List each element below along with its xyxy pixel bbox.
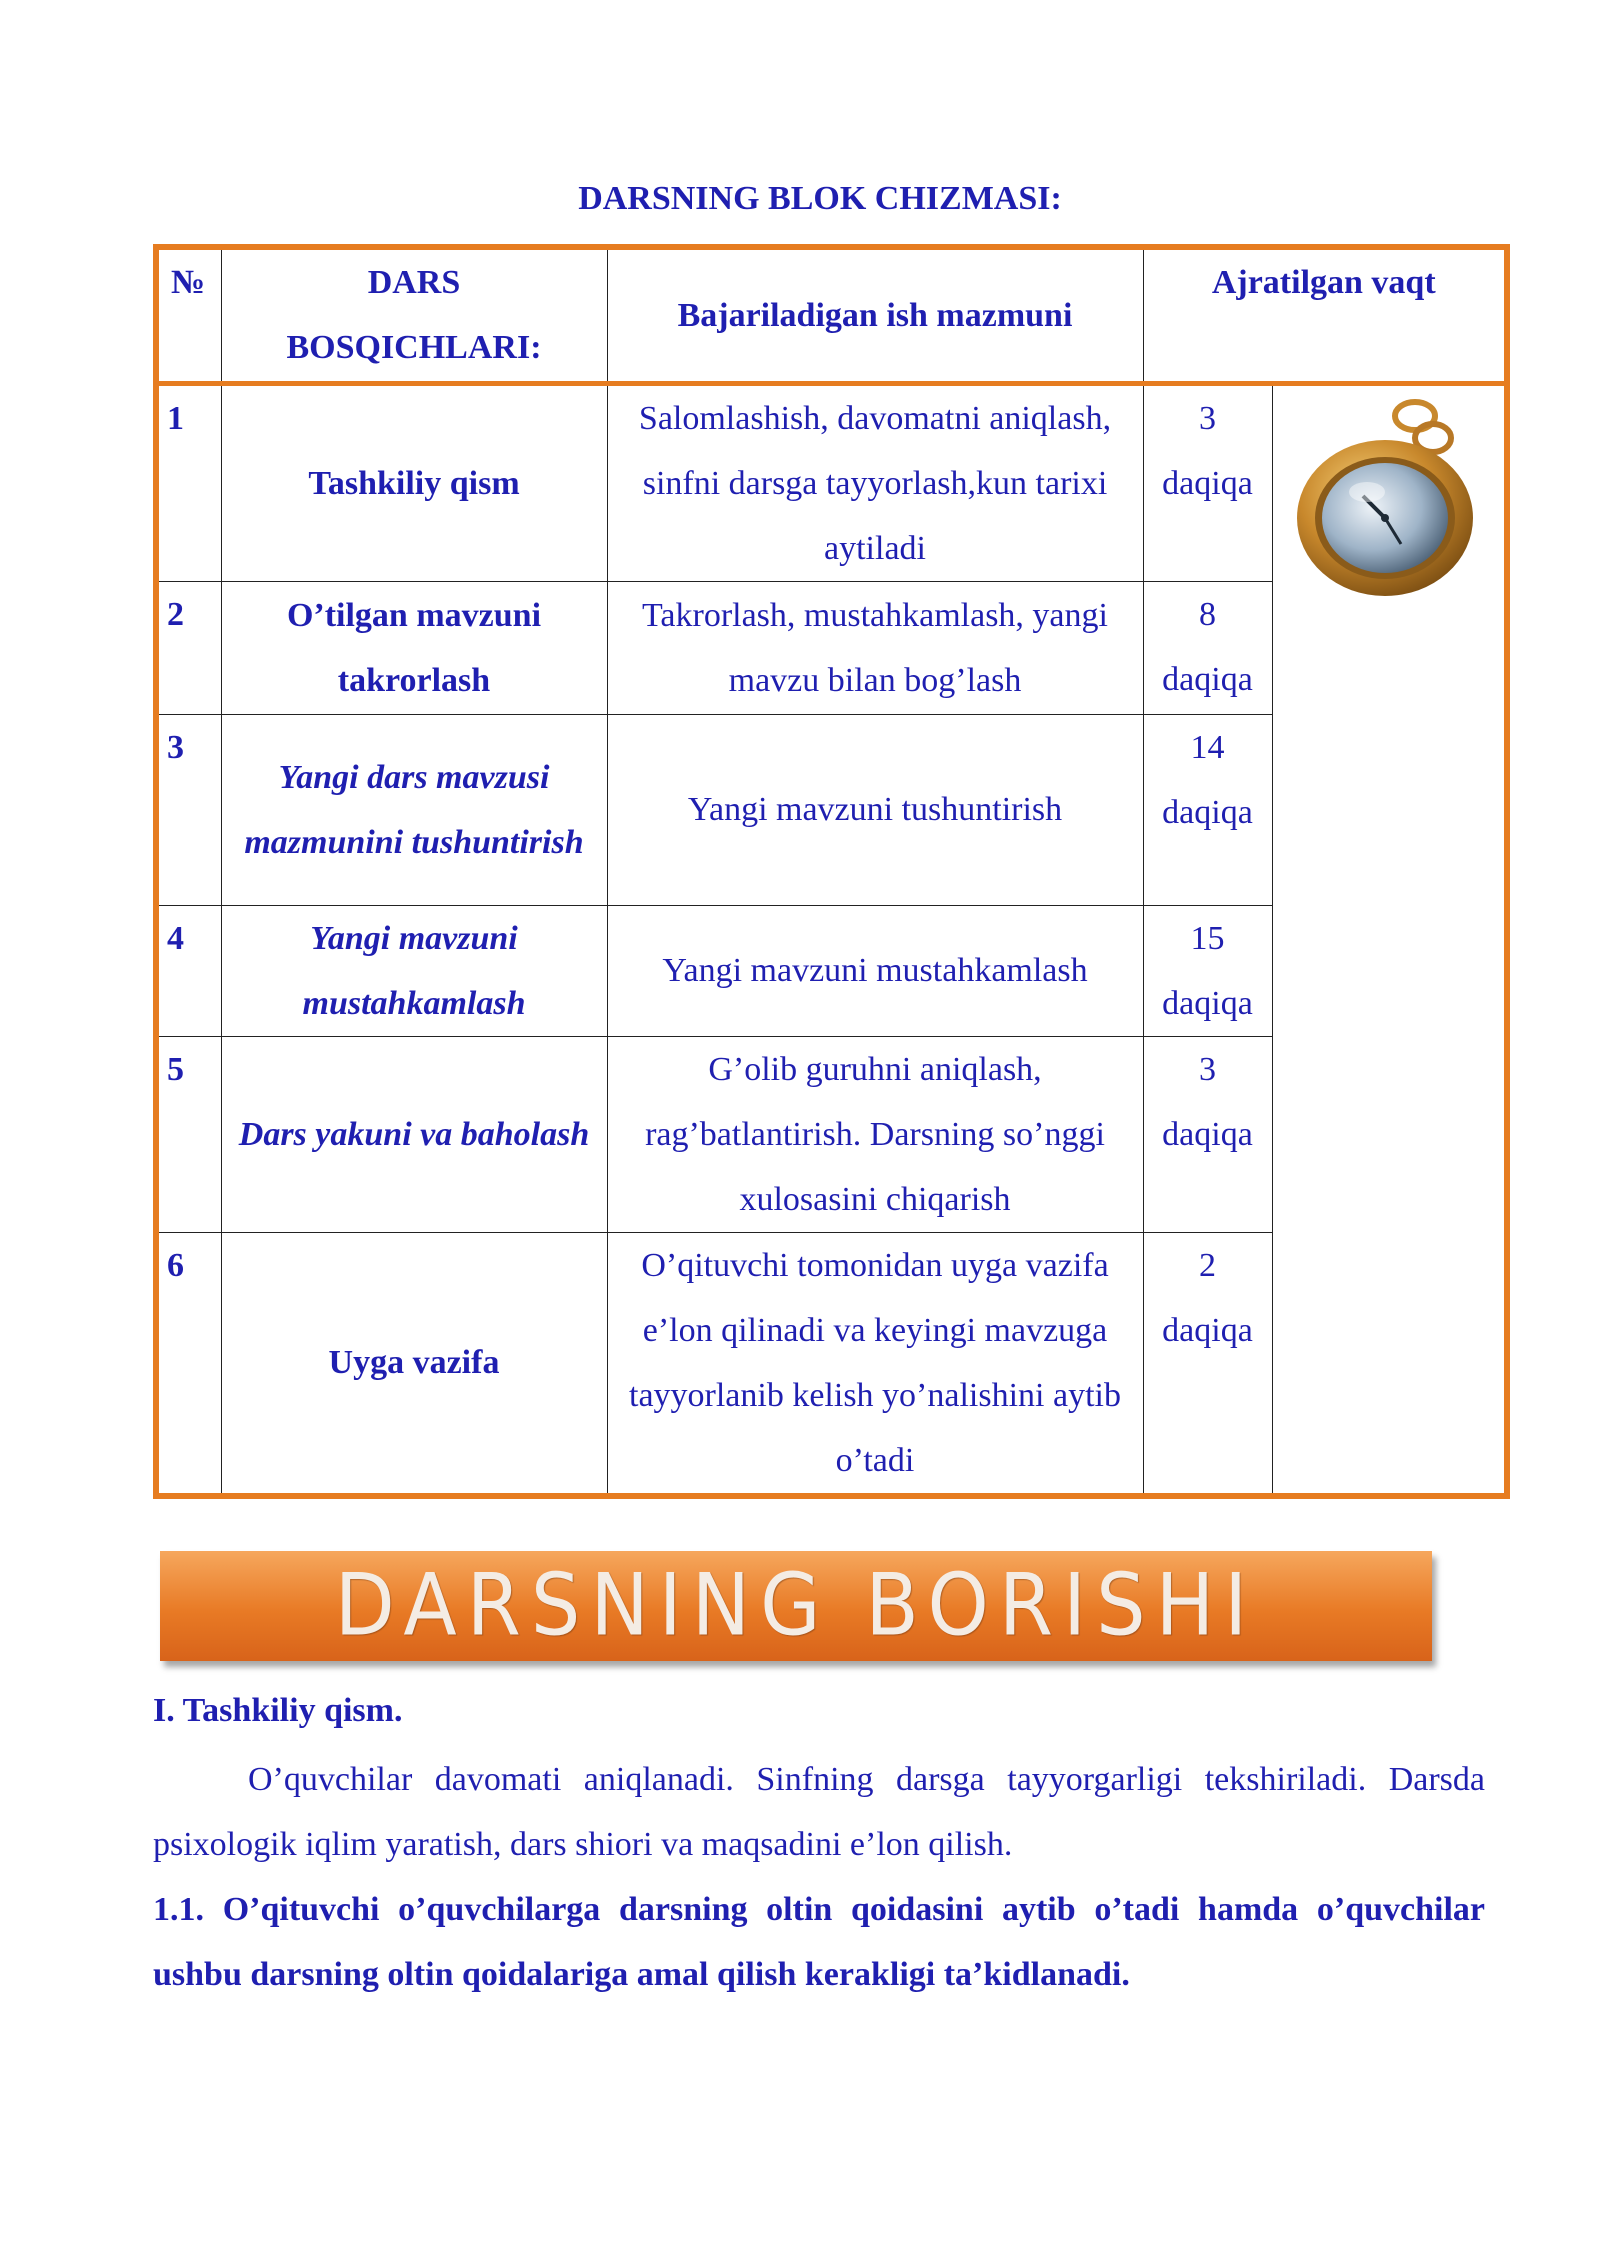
row-content: Yangi mavzuni mustahkamlash (607, 905, 1143, 1036)
section-heading: I. Tashkiliy qism. (153, 1692, 403, 1729)
row-content: O’qituvchi tomonidan uyga vazifa e’lon qilinadi va keyingi mavzuga tayyorlanib kelish yo’nalishini aytib o’tadi (607, 1232, 1143, 1496)
header-no: № (156, 247, 221, 383)
row-content: Takrorlash, mustahkamlash, yangi mavzu bilan bog’lash (607, 581, 1143, 714)
time-unit: daqiqa (1162, 984, 1253, 1022)
row-content: Salomlashish, davomatni aniqlash, sinfni darsga tayyorlash,kun tarixi aytiladi (607, 383, 1143, 581)
row-stage: Uyga vazifa (221, 1232, 607, 1496)
page-title: DARSNING BLOK CHIZMASI: (578, 180, 1062, 217)
time-value: 14 (1190, 728, 1225, 766)
time-unit: daqiqa (1162, 793, 1253, 831)
row-stage: Yangi dars mavzusi mazmunini tushuntirish (221, 714, 607, 905)
time-unit: daqiqa (1162, 1115, 1253, 1153)
row-no: 1 (156, 383, 221, 581)
row-time (1143, 1232, 1272, 1496)
header-stage-line2: BOSQICHLARI: (286, 329, 542, 366)
banner-text: DARSNING BORISHI (334, 1556, 1258, 1656)
row-stage: O’tilgan mavzuni takrorlash (221, 581, 607, 714)
row-no: 4 (156, 905, 221, 1036)
header-time: Ajratilgan vaqt (1143, 247, 1507, 383)
row-stage: Tashkiliy qism (221, 383, 607, 581)
time-value: 3 (1199, 399, 1216, 437)
row-time (1143, 383, 1272, 581)
header-content: Bajariladigan ish mazmuni (607, 247, 1143, 383)
row-content: Yangi mavzuni tushuntirish (607, 714, 1143, 905)
row-time (1143, 905, 1272, 1036)
time-value: 8 (1199, 595, 1216, 633)
time-unit: daqiqa (1162, 464, 1253, 502)
row-time (1143, 714, 1272, 905)
pocket-watch-icon (1293, 394, 1483, 599)
time-unit: daqiqa (1162, 1311, 1253, 1349)
row-content: G’olib guruhni aniqlash, rag’batlantirish. Darsning so’nggi xulosasini chiqarish (607, 1036, 1143, 1232)
row-no: 3 (156, 714, 221, 905)
table-row (156, 383, 1507, 581)
section-paragraph: O’quvchilar davomati aniqlanadi. Sinfning darsga tayyorgarligi tekshiriladi. Darsda psixologik iqlim yaratish, dars shiori va maqsadini e’lon qilish. (153, 1761, 1485, 1863)
time-value: 2 (1199, 1246, 1216, 1284)
row-no: 6 (156, 1232, 221, 1496)
row-stage: Yangi mavzuni mustahkamlash (221, 905, 607, 1036)
row-no: 5 (156, 1036, 221, 1232)
header-stage-line1: DARS (367, 264, 461, 301)
row-no: 2 (156, 581, 221, 714)
table-header-row (156, 247, 1507, 383)
row-time (1143, 581, 1272, 714)
time-value: 3 (1199, 1050, 1216, 1088)
header-stage (221, 247, 607, 383)
section-banner (160, 1551, 1432, 1661)
section-point: 1.1. O’qituvchi o’quvchilarga darsning oltin qoidasini aytib o’tadi hamda o’quvchilar ushbu darsning oltin qoidalariga amal qilish kerakligi ta’kidlanadi. (153, 1891, 1485, 1993)
picture-cell (1272, 383, 1507, 1496)
time-value: 15 (1190, 919, 1225, 957)
row-time (1143, 1036, 1272, 1232)
time-unit: daqiqa (1162, 660, 1253, 698)
lesson-block-table (153, 244, 1510, 1499)
row-stage: Dars yakuni va baholash (221, 1036, 607, 1232)
